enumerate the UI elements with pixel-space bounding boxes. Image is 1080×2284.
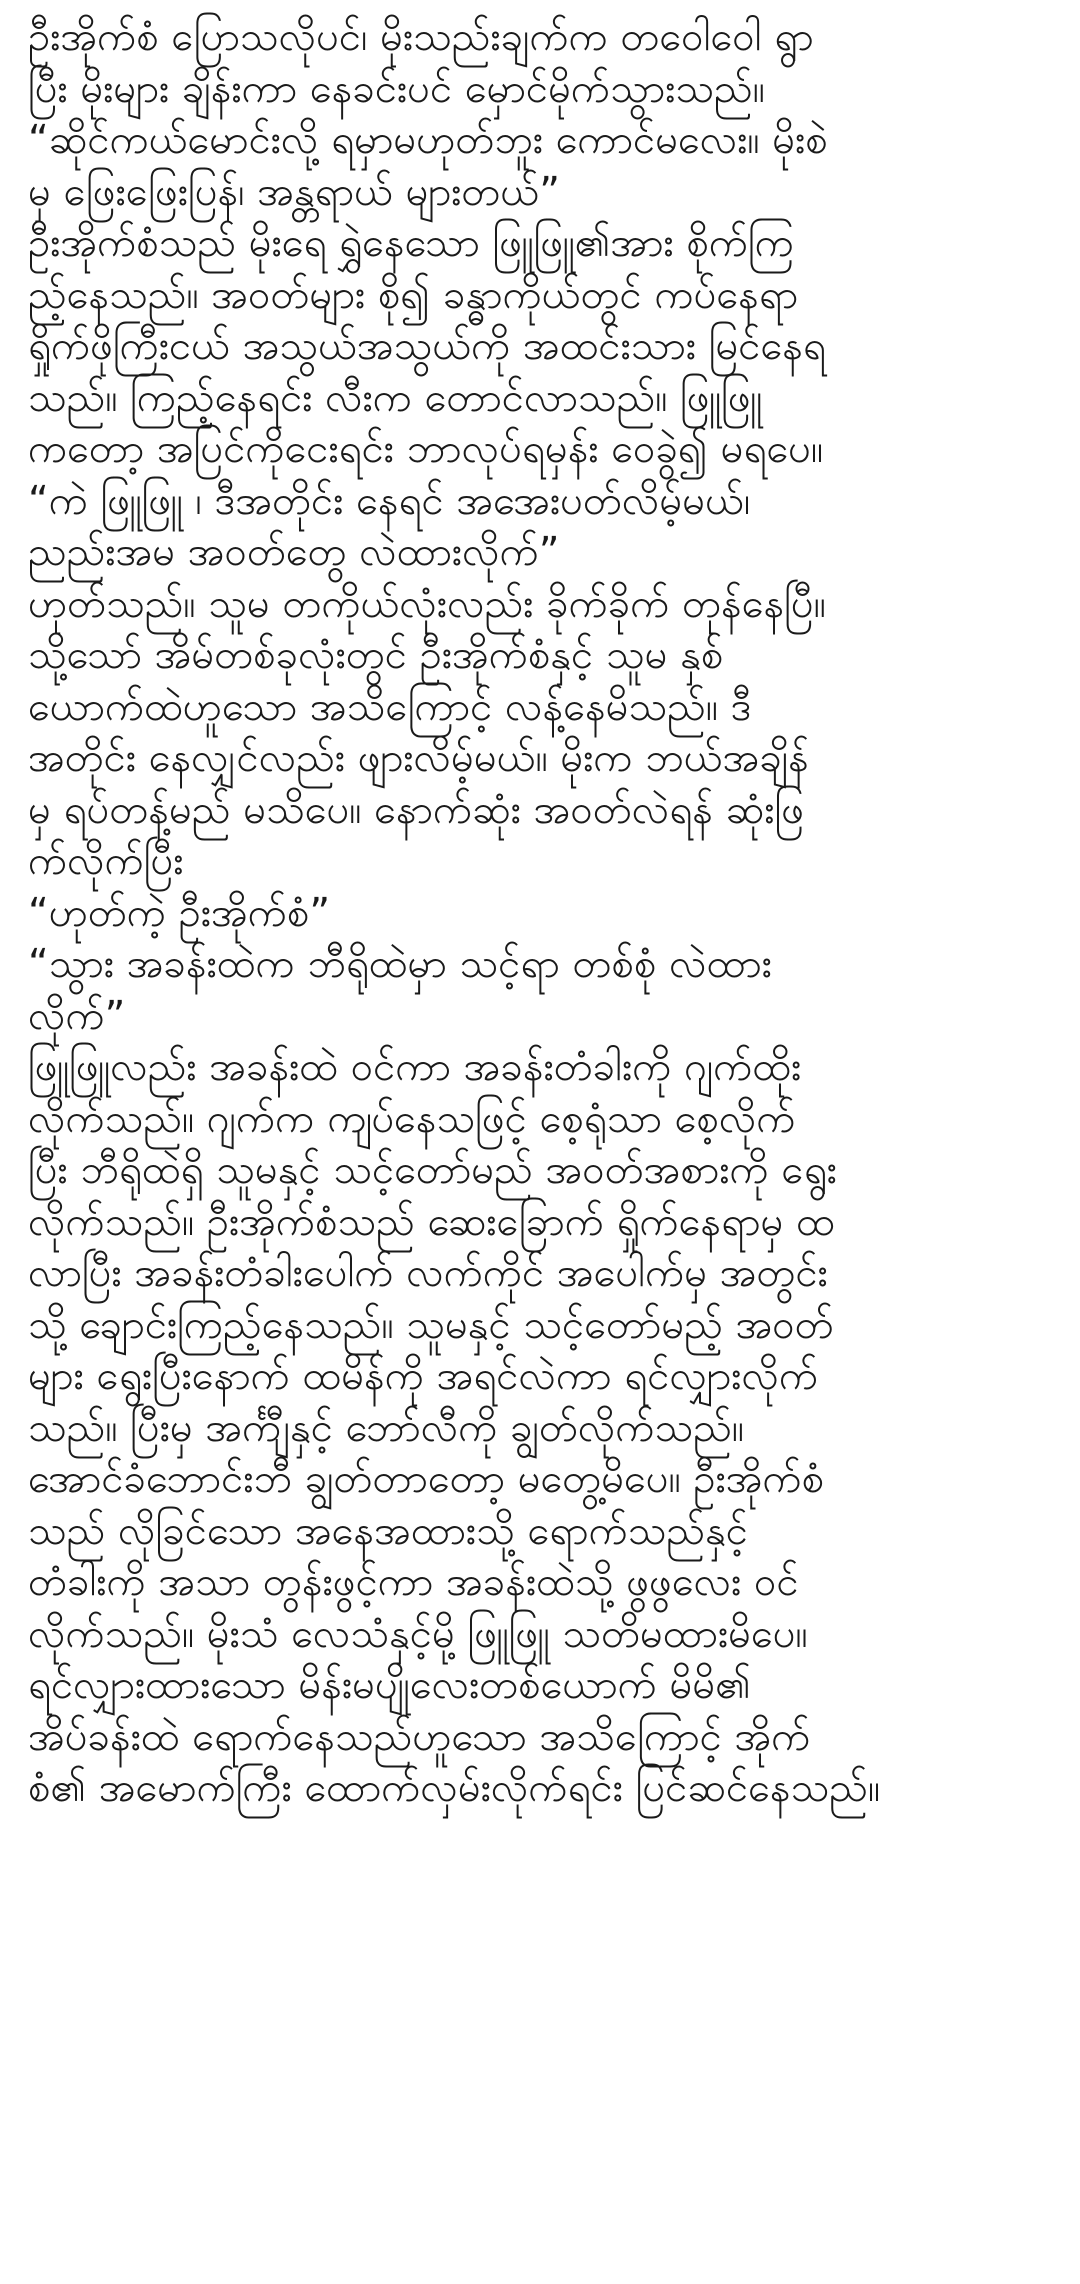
text-line: သို့သော် အိမ်တစ်ခုလုံးတွင် ဦးအိုက်စံနှင့် သူမ နှစ် xyxy=(28,632,724,678)
text-line: ပြီး ဘီရိုထဲရှိ သူမနှင့် သင့်တော်မည် အဝတ်အစားကို ရွေး xyxy=(28,1147,837,1193)
text-line: အတိုင်း နေလျှင်လည်း ဖျားလိမ့်မယ်။ မိုးက ဘယ်အချိန် xyxy=(28,735,809,781)
text-line: ဖြူဖြူလည်း အခန်းထဲ ဝင်ကာ အခန်းတံခါးကို ဂျက်ထိုး xyxy=(28,1044,802,1090)
text-line: လာပြီး အခန်းတံခါးပေါက် လက်ကိုင် အပေါက်မှ အတွင်း xyxy=(28,1250,828,1296)
text-line: ည့်နေသည်။ အဝတ်များ စို၍ ခန္ဓာကိုယ်တွင် ကပ်နေရာ xyxy=(28,271,799,318)
text-line: ရင်လျှားထားသော မိန်းမပျိုလေးတစ်ယောက် မိမိ၏ xyxy=(28,1662,751,1708)
text-line: တံခါးကို အသာ တွန်းဖွင့်ကာ အခန်းထဲသို့ ဖွဖွလေး ဝင် xyxy=(28,1559,799,1605)
text-line: လိုက်သည်။ မိုးသံ လေသံနှင့်မို့ ဖြူဖြူ သတိမထားမိပေ။ xyxy=(28,1610,808,1657)
story-text xyxy=(28,12,1058,1815)
text-line: “ကဲ ဖြူဖြူ ၊ ဒီအတိုင်း နေရင် အအေးပတ်လိမ့်မယ်၊ xyxy=(28,477,751,524)
text-line: စံ၏ အမောက်ကြီး ထောက်လှမ်းလိုက်ရင်း ပြင်ဆင်နေသည်။ xyxy=(28,1765,881,1811)
text-line: များ ရွေးပြီးနောက် ထမိန်ကို အရင်လဲကာ ရင်လျှားလိုက် xyxy=(28,1353,819,1399)
text-line: သည်။ ပြီးမှ အင်္ကျီနှင့် ဘော်လီကို ချွတ်လိုက်သည်။ xyxy=(28,1404,744,1451)
text-line: “သွား အခန်းထဲက ဘီရိုထဲမှာ သင့်ရာ တစ်စုံ လဲထား xyxy=(28,941,772,987)
text-line: ဦးအိုက်စံ ပြောသလိုပင်၊ မိုးသည်းချက်က တဝေါဝေါ ရွာ xyxy=(28,14,814,60)
text-line: မှ ဖြေးဖြေးပြန်၊ အန္တရာယ် များတယ်” xyxy=(28,168,560,215)
text-line: ကတော့ အပြင်ကိုငေးရင်း ဘာလုပ်ရမှန်း ဝေခွဲ၍ မရပေ။ xyxy=(28,426,824,472)
text-line: ပြီး မိုးများ ချိန်းကာ နေခင်းပင် မှောင်မိုက်သွားသည်။ xyxy=(28,65,765,112)
text-line: လိုက်သည်။ ဦးအိုက်စံသည် ဆေးခြောက် ရှိုက်နေရာမှ ထ xyxy=(28,1198,835,1245)
text-line: လိုက်” xyxy=(28,992,126,1039)
text-line: အောင်ခံဘောင်းဘီ ချွတ်တာတော့ မတွေ့မိပေ။ ဦးအိုက်စံ xyxy=(28,1456,825,1502)
text-line: ဟုတ်သည်။ သူမ တကိုယ်လုံးလည်း ခိုက်ခိုက် တုန်နေပြီ။ xyxy=(28,580,826,627)
text-line: လိုက်သည်။ ဂျက်က ကျပ်နေသဖြင့် စေ့ရုံသာ စေ့လိုက် xyxy=(28,1095,796,1142)
text-line: “ဆိုင်ကယ်မောင်းလို့ ရမှာမဟုတ်ဘူး ကောင်မလေး။ မိုးစဲ xyxy=(28,117,828,163)
text-line: ယောက်ထဲဟူသော အသိကြောင့် လန့်နေမိသည်။ ဒီ xyxy=(28,683,752,730)
text-line: သို့ ချောင်းကြည့်နေသည်။ သူမနှင့် သင့်တော်မည့် အဝတ် xyxy=(28,1301,834,1348)
text-line: ညည်းအမ အဝတ်တွေ လဲထားလိုက်” xyxy=(28,529,560,575)
text-line: သည်။ ကြည့်နေရင်း လီးက တောင်လာသည်။ ဖြူဖြူ xyxy=(28,374,763,421)
text-line: မှ ရပ်တန့်မည် မသိပေ။ နောက်ဆုံး အဝတ်လဲရန် ဆုံးဖြ xyxy=(28,786,805,833)
text-line: ဦးအိုက်စံသည် မိုးရေ ရွှဲနေသော ဖြူဖြူ၏အား စိုက်ကြ xyxy=(28,220,794,266)
text-line: ရှိုက်ဖိုကြီးငယ် အသွယ်အသွယ်ကို အထင်းသား မြင်နေရ xyxy=(28,323,826,369)
text-line: က်လိုက်ပြီး xyxy=(28,838,184,884)
text-line: သည် လိုခြင်သော အနေအထားသို့ ရောက်သည်နှင့် xyxy=(28,1507,748,1554)
text-line: အိပ်ခန်းထဲ ရောက်နေသည်ဟူသော အသိကြောင့် အိုက် xyxy=(28,1713,811,1760)
text-line: “ဟုတ်ကဲ့ ဦးအိုက်စံ” xyxy=(28,889,331,936)
